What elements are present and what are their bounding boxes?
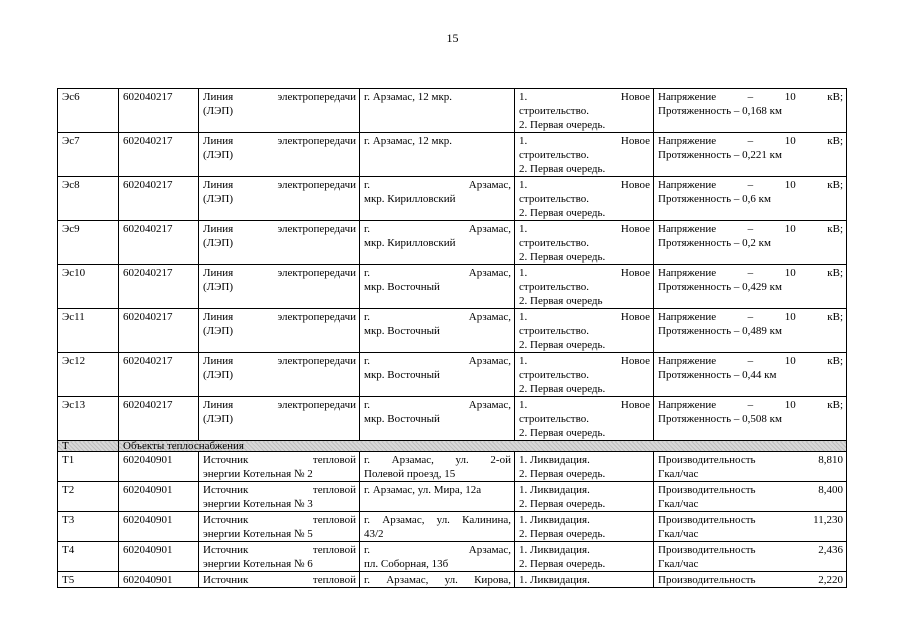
object-id: Эс7 (58, 133, 119, 177)
object-action-line: строительство. (519, 193, 589, 205)
object-address-line: г. Арзамас, 12 мкр. (364, 91, 453, 103)
object-address-line: мкр. Восточный (364, 281, 440, 293)
page-number: 15 (446, 31, 459, 45)
object-id: Т4 (58, 542, 119, 572)
table-row (58, 177, 847, 221)
object-action-line: строительство. (519, 281, 589, 293)
object-action (515, 353, 654, 397)
param-unit: Гкал/час (658, 528, 699, 540)
param-line (658, 513, 843, 527)
object-address (360, 397, 515, 441)
object-address-line: мкр. Кирилловский (364, 193, 456, 205)
object-action-line: 2. Первая очередь. (519, 528, 606, 540)
section-title: Объекты теплоснабжения (119, 441, 847, 452)
object-action-line: 2. Первая очередь. (519, 498, 606, 510)
object-name (199, 177, 360, 221)
object-action (515, 309, 654, 353)
object-params-line: Напряжение – 10 кВ; (658, 311, 843, 323)
object-action-line: 2. Первая очередь (519, 295, 603, 307)
object-action (515, 482, 654, 512)
object-params-line: Напряжение – 10 кВ; (658, 355, 843, 367)
object-name (199, 542, 360, 572)
param-value: 11,230 (813, 514, 843, 526)
object-action-line: 1. Ликвидация. (519, 574, 590, 586)
table-row (58, 397, 847, 441)
objects-table (57, 88, 847, 588)
object-action-line: 2. Первая очередь. (519, 251, 606, 263)
object-action-line: 2. Первая очередь. (519, 119, 606, 131)
object-name-line: Линия электропередачи (203, 91, 356, 103)
object-code: 602040217 (119, 265, 199, 309)
object-action (515, 177, 654, 221)
object-id: Эс9 (58, 221, 119, 265)
object-id: Эс13 (58, 397, 119, 441)
object-address-line: г. Арзамас, (364, 267, 511, 279)
object-action-line: строительство. (519, 237, 589, 249)
object-address-line: г. Арзамас, ул. Кирова, (364, 574, 511, 586)
object-action-line: 2. Первая очередь. (519, 339, 606, 351)
object-name (199, 482, 360, 512)
table-body (58, 89, 847, 588)
object-code: 602040901 (119, 572, 199, 588)
object-action-line: строительство. (519, 149, 589, 161)
object-action-line: 2. Первая очередь. (519, 427, 606, 439)
param-unit: Гкал/час (658, 498, 699, 510)
object-name (199, 353, 360, 397)
object-action-line: 2. Первая очередь. (519, 207, 606, 219)
object-action-line: 1. Новое (519, 399, 650, 411)
table-row (58, 265, 847, 309)
object-action (515, 397, 654, 441)
object-action-line: 1. Новое (519, 267, 650, 279)
object-action-line: 1. Ликвидация. (519, 544, 590, 556)
object-name-line: Линия электропередачи (203, 223, 356, 235)
table-row (58, 542, 847, 572)
object-id: Т1 (58, 452, 119, 482)
object-name-line: (ЛЭП) (203, 281, 233, 293)
object-action-line: 1. Ликвидация. (519, 514, 590, 526)
object-code: 602040901 (119, 482, 199, 512)
object-action-line: 2. Первая очередь. (519, 383, 606, 395)
table-row (58, 572, 847, 588)
object-address-line: г. Арзамас, (364, 399, 511, 411)
param-label: Производительность (658, 574, 756, 586)
object-action-line: 1. Новое (519, 179, 650, 191)
object-name (199, 512, 360, 542)
object-name-line: Источник тепловой (203, 514, 356, 526)
table-row (58, 482, 847, 512)
object-params (654, 512, 847, 542)
object-address (360, 452, 515, 482)
object-address (360, 133, 515, 177)
object-params (654, 397, 847, 441)
object-action (515, 265, 654, 309)
param-label: Производительность (658, 514, 756, 526)
table-row (58, 221, 847, 265)
object-code: 602040217 (119, 177, 199, 221)
object-params (654, 265, 847, 309)
object-params-line: Протяженность – 0,508 км (658, 413, 782, 425)
object-address-line: г. Арзамас, ул. Калинина, (364, 514, 511, 526)
object-address (360, 572, 515, 588)
object-action (515, 512, 654, 542)
object-code: 602040217 (119, 309, 199, 353)
object-name-line: энергии Котельная № 2 (203, 468, 313, 480)
object-action-line: 2. Первая очередь. (519, 163, 606, 175)
object-params-line: Протяженность – 0,221 км (658, 149, 782, 161)
object-name-line: Линия электропередачи (203, 399, 356, 411)
object-code: 602040217 (119, 133, 199, 177)
object-params-line: Протяженность – 0,489 км (658, 325, 782, 337)
object-address-line: мкр. Восточный (364, 413, 440, 425)
object-code: 602040217 (119, 353, 199, 397)
object-params-line: Напряжение – 10 кВ; (658, 223, 843, 235)
object-id: Эс12 (58, 353, 119, 397)
object-id: Эс8 (58, 177, 119, 221)
param-value: 2,436 (818, 544, 843, 556)
object-name-line: (ЛЭП) (203, 369, 233, 381)
object-name-line: (ЛЭП) (203, 193, 233, 205)
object-action (515, 542, 654, 572)
object-name-line: Источник тепловой (203, 544, 356, 556)
object-address-line: мкр. Кирилловский (364, 237, 456, 249)
object-params-line: Протяженность – 0,168 км (658, 105, 782, 117)
object-address (360, 542, 515, 572)
object-address (360, 353, 515, 397)
object-action (515, 221, 654, 265)
object-name (199, 572, 360, 588)
table-row (58, 452, 847, 482)
param-value: 8,400 (818, 484, 843, 496)
object-address (360, 512, 515, 542)
object-code: 602040901 (119, 452, 199, 482)
object-action-line: 1. Новое (519, 223, 650, 235)
object-address-line: мкр. Восточный (364, 369, 440, 381)
object-address-line: пл. Соборная, 13б (364, 558, 449, 570)
section-row (58, 441, 847, 452)
object-action-line: 1. Новое (519, 135, 650, 147)
object-name-line: Линия электропередачи (203, 355, 356, 367)
object-address (360, 221, 515, 265)
object-params-line: Протяженность – 0,429 км (658, 281, 782, 293)
object-name-line: Линия электропередачи (203, 179, 356, 191)
object-params (654, 221, 847, 265)
object-name-line: (ЛЭП) (203, 105, 233, 117)
object-params (654, 309, 847, 353)
object-params-line: Протяженность – 0,2 км (658, 237, 771, 249)
param-unit: Гкал/час (658, 558, 699, 570)
object-address-line: г. Арзамас, (364, 179, 511, 191)
object-address-line: г. Арзамас, (364, 544, 511, 556)
object-params-line: Напряжение – 10 кВ; (658, 135, 843, 147)
object-address (360, 177, 515, 221)
section-id: Т (58, 441, 119, 452)
object-params-line: Напряжение – 10 кВ; (658, 267, 843, 279)
table-row (58, 353, 847, 397)
object-id: Эс10 (58, 265, 119, 309)
object-address-line: мкр. Восточный (364, 325, 440, 337)
object-action (515, 89, 654, 133)
object-code: 602040901 (119, 512, 199, 542)
object-action (515, 572, 654, 588)
object-params (654, 89, 847, 133)
object-action-line: 2. Первая очередь. (519, 558, 606, 570)
object-params-line: Напряжение – 10 кВ; (658, 91, 843, 103)
object-params (654, 572, 847, 588)
object-code: 602040901 (119, 542, 199, 572)
object-address (360, 309, 515, 353)
object-name-line: энергии Котельная № 6 (203, 558, 313, 570)
object-name (199, 397, 360, 441)
object-id: Эс11 (58, 309, 119, 353)
object-name-line: Источник тепловой (203, 574, 356, 586)
object-name-line: Источник тепловой (203, 454, 356, 466)
object-name-line: (ЛЭП) (203, 413, 233, 425)
param-value: 8,810 (818, 454, 843, 466)
object-name-line: Линия электропередачи (203, 267, 356, 279)
object-action (515, 452, 654, 482)
table-row (58, 309, 847, 353)
table-row (58, 89, 847, 133)
object-name-line: (ЛЭП) (203, 149, 233, 161)
object-name-line: (ЛЭП) (203, 237, 233, 249)
object-params (654, 482, 847, 512)
table-row (58, 133, 847, 177)
object-code: 602040217 (119, 221, 199, 265)
object-params-line: Напряжение – 10 кВ; (658, 179, 843, 191)
param-line (658, 573, 843, 587)
object-name-line: энергии Котельная № 5 (203, 528, 313, 540)
object-address-line: г. Арзамас, (364, 355, 511, 367)
object-name-line: Линия электропередачи (203, 311, 356, 323)
object-action-line: 2. Первая очередь. (519, 468, 606, 480)
object-params (654, 452, 847, 482)
object-address-line: 43/2 (364, 528, 384, 540)
param-line (658, 543, 843, 557)
object-action-line: 1. Ликвидация. (519, 454, 590, 466)
object-action (515, 133, 654, 177)
object-name (199, 221, 360, 265)
object-name (199, 89, 360, 133)
object-address-line: г. Арзамас, (364, 311, 511, 323)
object-params (654, 353, 847, 397)
object-address-line: г. Арзамас, ул. Мира, 12а (364, 484, 482, 496)
table-row (58, 512, 847, 542)
object-address-line: г. Арзамас, 12 мкр. (364, 135, 453, 147)
object-action-line: строительство. (519, 369, 589, 381)
object-action-line: 1. Новое (519, 311, 650, 323)
object-id: Эс6 (58, 89, 119, 133)
object-address-line: г. Арзамас, (364, 223, 511, 235)
object-code: 602040217 (119, 397, 199, 441)
param-unit: Гкал/час (658, 468, 699, 480)
object-address (360, 89, 515, 133)
object-name-line: (ЛЭП) (203, 325, 233, 337)
param-value: 2,220 (818, 574, 843, 586)
param-line (658, 483, 843, 497)
object-params (654, 177, 847, 221)
object-name-line: Линия электропередачи (203, 135, 356, 147)
object-name (199, 309, 360, 353)
object-action-line: строительство. (519, 413, 589, 425)
object-params (654, 542, 847, 572)
object-name-line: энергии Котельная № 3 (203, 498, 313, 510)
object-address (360, 265, 515, 309)
object-action-line: 1. Ликвидация. (519, 484, 590, 496)
param-label: Производительность (658, 454, 756, 466)
param-label: Производительность (658, 484, 756, 496)
object-id: Т2 (58, 482, 119, 512)
object-code: 602040217 (119, 89, 199, 133)
object-address-line: г. Арзамас, ул. 2-ой (364, 454, 511, 466)
object-params-line: Протяженность – 0,44 км (658, 369, 777, 381)
object-params-line: Протяженность – 0,6 км (658, 193, 771, 205)
param-line (658, 453, 843, 467)
object-name-line: Источник тепловой (203, 484, 356, 496)
object-name (199, 133, 360, 177)
object-params (654, 133, 847, 177)
object-action-line: строительство. (519, 325, 589, 337)
object-id: Т3 (58, 512, 119, 542)
object-action-line: строительство. (519, 105, 589, 117)
object-params-line: Напряжение – 10 кВ; (658, 399, 843, 411)
object-address (360, 482, 515, 512)
object-address-line: Полевой проезд, 15 (364, 468, 456, 480)
object-name (199, 452, 360, 482)
param-label: Производительность (658, 544, 756, 556)
object-name (199, 265, 360, 309)
object-action-line: 1. Новое (519, 91, 650, 103)
object-action-line: 1. Новое (519, 355, 650, 367)
object-id: Т5 (58, 572, 119, 588)
